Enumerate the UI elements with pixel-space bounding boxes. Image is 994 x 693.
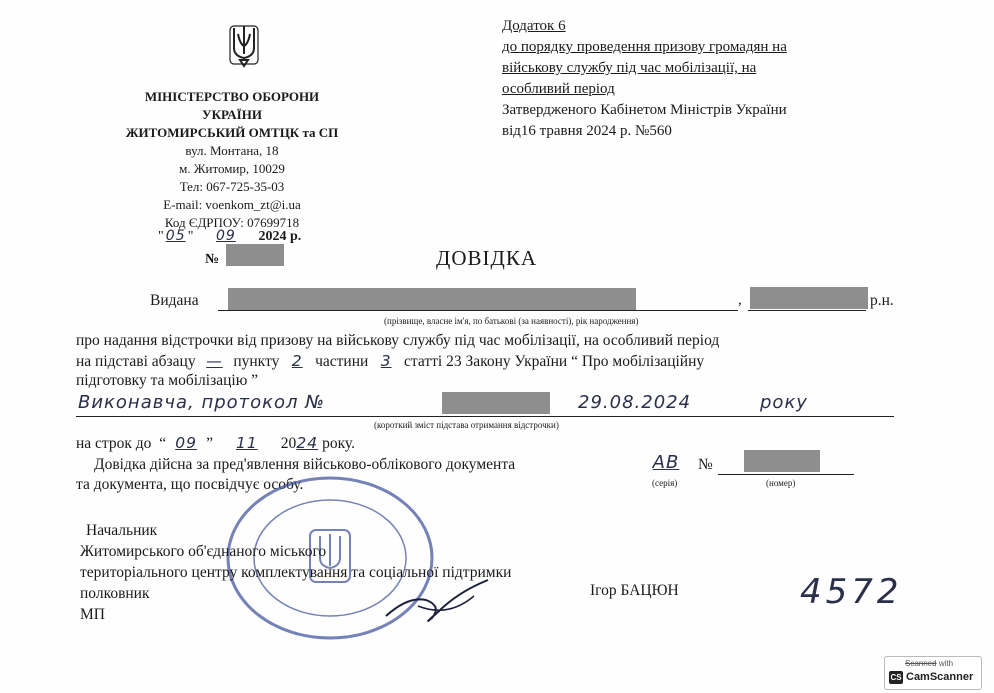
- basis-date: 29.08.2024: [578, 392, 692, 413]
- office-name-line-2: територіального центру комплектування та соціальної підтримки: [80, 564, 512, 581]
- left-header: [112, 88, 352, 232]
- scanned-text: Scanned: [905, 659, 937, 668]
- basis-word: року: [760, 392, 808, 413]
- punkt-value: 2: [291, 352, 303, 370]
- term-day: 09: [175, 434, 197, 452]
- rank-line: полковник: [80, 585, 150, 602]
- address-street: вул. Монтана, 18: [185, 143, 279, 158]
- chastyna-value: 3: [380, 352, 392, 370]
- appendix-line-2: військову службу під час мобілізації, на: [502, 60, 757, 76]
- issued-label: Видана: [150, 292, 199, 309]
- country-line: УКРАЇНИ: [202, 107, 262, 122]
- appendix-line-1: до порядку проведення призову громадян на: [502, 39, 787, 55]
- number-hint: (номер): [766, 478, 796, 488]
- redacted-doc-number: [226, 244, 284, 266]
- series-hint: (серія): [652, 478, 678, 488]
- handwritten-registry-number: 4572: [800, 572, 903, 612]
- basis-underline: [76, 416, 894, 417]
- basis-punkt-label: пункту: [233, 353, 280, 370]
- stamp-place-label: МП: [80, 606, 105, 623]
- term-end: року.: [322, 435, 355, 452]
- issue-date: " 05 " 09 2024 р.: [158, 228, 302, 244]
- birth-year-line: [748, 310, 866, 311]
- issued-name-line: [218, 310, 738, 311]
- date-day: 05: [165, 228, 186, 244]
- redacted-name: [228, 288, 636, 310]
- validity-line-1: Довідка дійсна за пред'явлення військово-облікового документа: [94, 456, 516, 473]
- ministry-line: МІНІСТЕРСТВО ОБОРОНИ: [144, 89, 320, 104]
- signer-name: Ігор БАЦЮН: [590, 582, 679, 599]
- document-page: МІНІСТЕРСТВО ОБОРОНИ УКРАЇНИ ЖИТОМИРСЬКИЙ ОМТЦК та СП вул. Монтана, 18 м. Житомир, 10029 Тел: 067-725-35-03 E-mail: voenkom_zt@i.ua Код ЄДРПОУ: 07699718 " 05 " 09 2024 р. № Додаток 6 до порядку проведення призову громадян на військову службу під час мобілізації, на особливий період Затвердженого Кабінетом Міністрів України від16 травня 2024 р. №560 ДОВІДКА Видана , р.н. (прізвище, власне ім'я, по батькові (за наявності), рік народження) про надання відстрочки від призову на військову службу під час мобілізації, на особливий період на підставі абзацу — пункту 2 частини 3 статті 23 Закону України “ Про мобілізаційну підготовку та мобілізацію ” Виконавча, протокол № 29.08.2024 року (короткий зміст підстава отримання відстрочки) на строк до “ 09 ” 11 2024 року. Довідка дійсна за пред'явлення військово-облікового документа АВ № (серія) (номер) та документа, що посвідчує особу. Начальник Житомирського об'єднаного міського територіального центру комплектування та соціальної підтримки полковник МП Ігор БАЦЮН 4572 Scanned with CS CamScanner: [0, 0, 994, 693]
- doc-number-line: [718, 474, 854, 475]
- redacted-military-doc-number: [744, 450, 820, 472]
- address-city: м. Житомир, 10029: [179, 161, 285, 176]
- deferral-text-line-1: про надання відстрочки від призову на військову службу під час мобілізації, на особливий період: [76, 332, 720, 349]
- camscanner-brand: CamScanner: [906, 671, 974, 683]
- redacted-protocol-number: [442, 392, 550, 414]
- term-label: на строк до: [76, 435, 152, 452]
- document-title: ДОВІДКА: [436, 246, 537, 270]
- name-hint: (прізвище, власне ім'я, по батькові (за наявності), рік народження): [384, 316, 639, 326]
- office-name-line: Житомирського об'єднаного міського: [80, 543, 327, 560]
- date-year: 2024 р.: [258, 229, 302, 244]
- approval-date: від16 травня 2024 р. №560: [502, 123, 672, 139]
- basis-text: Виконавча, протокол №: [78, 392, 325, 413]
- right-header: [502, 16, 908, 142]
- term-month: 11: [235, 434, 258, 452]
- doc-number-sign: №: [698, 456, 713, 473]
- handwritten-signature: [378, 566, 498, 626]
- email-line: E-mail: voenkom_zt@i.ua: [163, 197, 301, 212]
- term-year-prefix: 20: [280, 435, 297, 452]
- edrpou-line: Код ЄДРПОУ: 07699718: [164, 215, 300, 230]
- appendix-title: Додаток 6: [502, 18, 566, 34]
- deferral-text-line-2: [76, 352, 704, 371]
- appendix-line-3: особливий період: [502, 81, 615, 97]
- abzac-value: —: [206, 352, 223, 370]
- basis-law-label: статті 23 Закону України “ Про мобілізаційну: [404, 353, 705, 370]
- approval-line: Затвердженого Кабінетом Міністрів України: [502, 102, 787, 118]
- scanner-watermark: [884, 656, 982, 690]
- term-year-suffix: 24: [296, 434, 319, 452]
- deferral-text-line-3: підготовку та мобілізацію ”: [76, 372, 259, 389]
- with-text: with: [938, 659, 954, 668]
- office-line: ЖИТОМИРСЬКИЙ ОМТЦК та СП: [125, 125, 339, 140]
- basis-hint: (короткий зміст підстава отримання відстрочки): [374, 420, 559, 430]
- term-line: на строк до “ 09 ” 11 2024 року.: [76, 434, 355, 452]
- basis-abzac-label: на підставі абзацу: [76, 353, 196, 370]
- position-line: Начальник: [86, 522, 158, 539]
- doc-number-label: №: [205, 252, 220, 267]
- date-month: 09: [216, 228, 236, 244]
- series-value: АВ: [652, 452, 680, 473]
- basis-chastyna-label: частини: [315, 353, 369, 370]
- birth-year-suffix: р.н.: [870, 292, 894, 309]
- validity-line-2: та документа, що посвідчує особу.: [76, 476, 304, 493]
- redacted-birth-year: [750, 287, 868, 309]
- phone-line: Тел: 067-725-35-03: [179, 179, 285, 194]
- trident-emblem-icon: [224, 24, 264, 70]
- camscanner-logo-icon: CS: [890, 673, 902, 682]
- handwritten-basis: [78, 392, 325, 413]
